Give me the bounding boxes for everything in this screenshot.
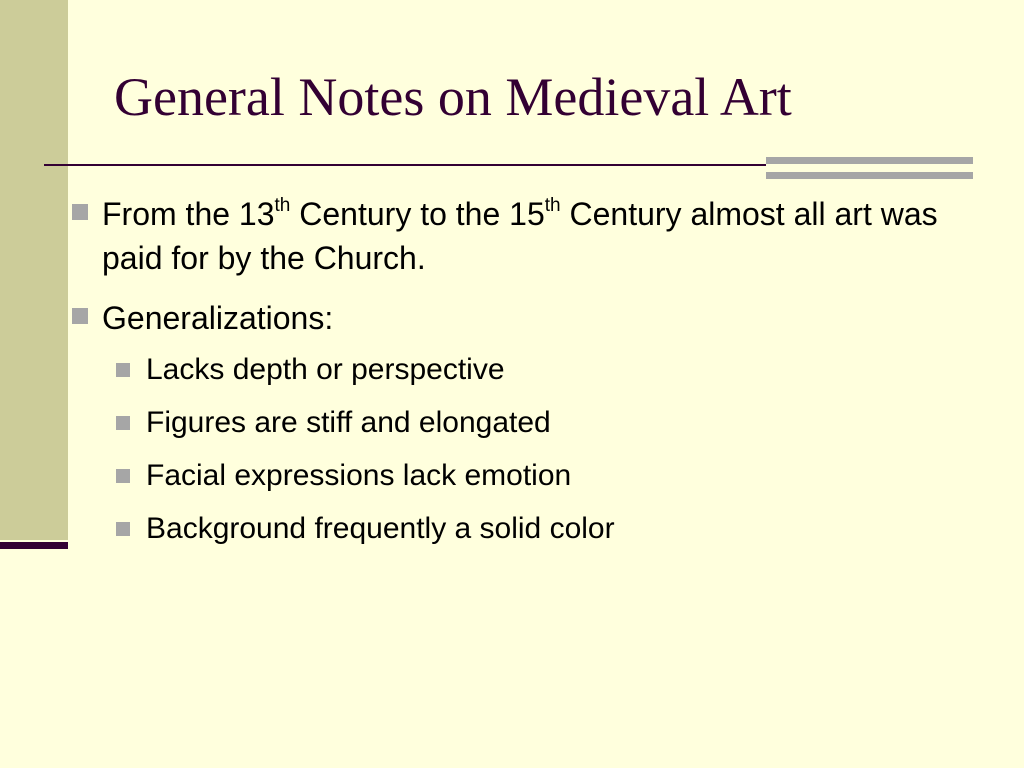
sub-bullet-text: Facial expressions lack emotion (146, 459, 572, 492)
bullet-item (72, 192, 972, 280)
bullet-text (102, 192, 962, 280)
square-bullet-icon (72, 204, 88, 220)
square-bullet-icon (116, 522, 130, 536)
square-bullet-icon (116, 363, 130, 377)
sub-bullet-text: Lacks depth or perspective (146, 353, 505, 386)
bullet-text-part: Century almost all art was paid for by the Church. (102, 196, 938, 276)
sub-bullet-item (116, 352, 976, 388)
sub-bullet-text: Figures are stiff and elongated (146, 406, 551, 439)
superscript: th (544, 195, 561, 216)
sub-bullet-text: Background frequently a solid color (146, 512, 615, 545)
sub-bullet-item (116, 511, 976, 547)
square-bullet-icon (72, 308, 88, 324)
bullet-text-part: Century to the 15 (290, 196, 545, 232)
superscript: th (274, 195, 291, 216)
bullet-item (72, 296, 972, 340)
slide-title: General Notes on Medieval Art (114, 67, 792, 127)
sub-bullet-item (116, 458, 976, 494)
sub-bullet-item (116, 405, 976, 441)
bullet-text-part: From the 13 (102, 196, 275, 232)
square-bullet-icon (116, 469, 130, 483)
bullet-text: Generalizations: (102, 300, 334, 336)
square-bullet-icon (116, 416, 130, 430)
